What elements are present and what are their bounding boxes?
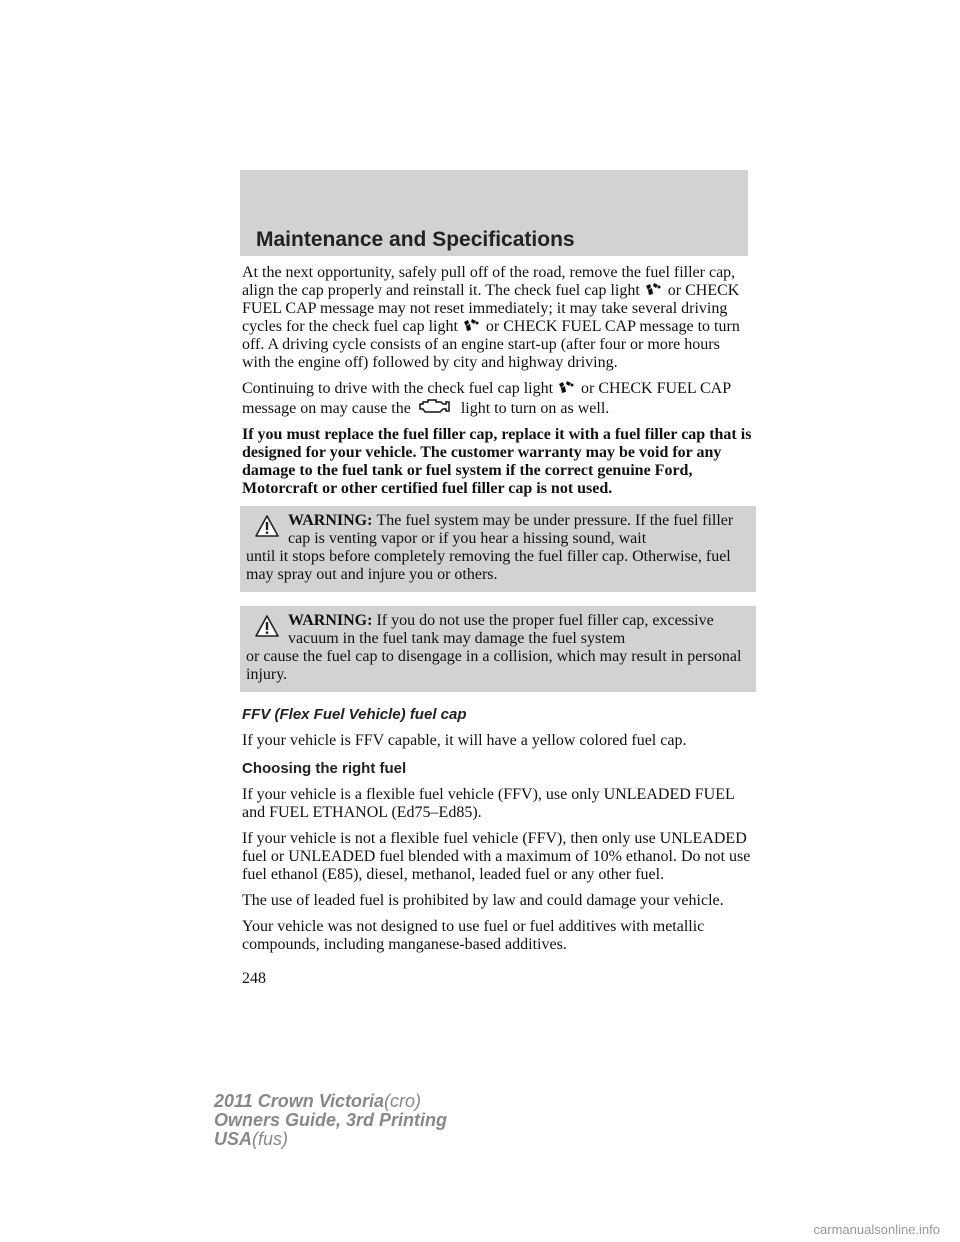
document-footer <box>214 1092 447 1149</box>
footer-model-line: 2011 Crown Victoria(cro) <box>214 1091 422 1111</box>
choosing-paragraph-additives: Your vehicle was not designed to use fuel or fuel additives with metallic compounds, including manganese-based additives. <box>242 918 705 953</box>
choosing-paragraph-non-ffv: If your vehicle is not a flexible fuel vehicle (FFV), then only use UNLEADED fuel or UNLEADED fuel blended with a maximum of 10% ethanol. Do not use fuel ethanol (E85), diesel, methanol, leaded fuel or any other fuel. <box>242 830 751 883</box>
paragraph-check-fuel-cap: At the next opportunity, safely pull off of the road, remove the fuel filler cap, align the cap properly and reinstall it. The check fuel cap light or CHECK FUEL CAP message may not reset immediately; it may take several driving cycles for the check fuel cap light or CHECK FUEL CAP message to turn off. A driving cycle consists of an engine start-up (after four or more hours with the engine off) followed by city and highway driving. <box>242 264 740 371</box>
section-title: Maintenance and Specifications <box>256 228 575 251</box>
warning-text-rest: until it stops before completely removing the fuel filler cap. Otherwise, fuel may spray out and injure you or others. <box>246 548 731 583</box>
choosing-paragraph-leaded: The use of leaded fuel is prohibited by law and could damage your vehicle. <box>242 892 724 909</box>
warning-triangle-icon <box>254 614 280 638</box>
warning-box-vacuum <box>240 606 756 692</box>
check-engine-icon <box>417 398 451 414</box>
page-body <box>242 264 752 962</box>
fuel-cap-icon <box>645 282 661 296</box>
footer-guide-line: Owners Guide, 3rd Printing <box>214 1110 448 1130</box>
warning-text-first: WARNING: If you do not use the proper fuel filler cap, excessive vacuum in the fuel tank may damage the fuel system <box>288 612 714 647</box>
fuel-cap-icon <box>463 318 479 332</box>
warning-triangle-icon <box>254 514 280 538</box>
ffv-heading: FFV (Flex Fuel Vehicle) fuel cap <box>242 706 467 723</box>
paragraph-continuing-drive: Continuing to drive with the check fuel cap light or CHECK FUEL CAP message on may cause the light to turn on as well. <box>242 380 731 417</box>
fuel-cap-icon <box>558 380 574 394</box>
warning-label: WARNING: <box>288 612 373 629</box>
ffv-paragraph: If your vehicle is FFV capable, it will have a yellow colored fuel cap. <box>242 732 687 749</box>
paragraph-replace-cap: If you must replace the fuel filler cap, replace it with a fuel filler cap that is designed for your vehicle. The customer warranty may be void for any damage to the fuel tank or fuel system if the correct genuine Ford, Motorcraft or other certified fuel filler cap is not used. <box>242 426 752 497</box>
warning-text-first: WARNING: The fuel system may be under pressure. If the fuel filler cap is venting vapor or if you hear a hissing sound, wait <box>288 512 734 547</box>
warning-box-pressure <box>240 506 756 592</box>
watermark: carmanualsonline.info <box>813 1222 940 1237</box>
warning-label: WARNING: <box>288 512 373 529</box>
choosing-fuel-heading: Choosing the right fuel <box>242 760 407 777</box>
page-number: 248 <box>242 970 266 987</box>
choosing-paragraph-ffv: If your vehicle is a flexible fuel vehicle (FFV), use only UNLEADED FUEL and FUEL ETHANOL (Ed75–Ed85). <box>242 786 735 821</box>
warning-text-rest: or cause the fuel cap to disengage in a collision, which may result in personal injury. <box>246 648 742 683</box>
footer-market-line: USA(fus) <box>214 1129 289 1149</box>
